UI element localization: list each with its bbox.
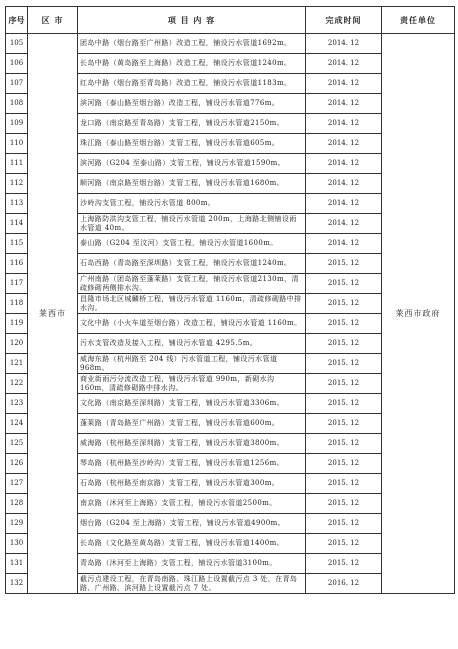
row-date: 2014. 12 — [306, 34, 382, 54]
row-seq: 110 — [6, 134, 28, 154]
row-content: 南京路（沐河至上海路）支管工程，铺设污水管道2500m。 — [78, 494, 306, 514]
row-date: 2015. 12 — [306, 314, 382, 334]
row-date: 2014. 12 — [306, 114, 382, 134]
row-content: 滨河路（泰山路至烟台路）改造工程，铺设污水管道776m。 — [78, 94, 306, 114]
row-seq: 130 — [6, 534, 28, 554]
row-date: 2015. 12 — [306, 474, 382, 494]
header-date: 完成时间 — [306, 7, 382, 34]
row-date: 2016. 12 — [306, 574, 382, 594]
row-date: 2015. 12 — [306, 374, 382, 394]
row-date: 2015. 12 — [306, 434, 382, 454]
row-date: 2014. 12 — [306, 194, 382, 214]
row-content: 沙岭沟支管工程，铺设污水管道 800m。 — [78, 194, 306, 214]
row-seq: 111 — [6, 154, 28, 174]
row-seq: 105 — [6, 34, 28, 54]
project-table — [5, 6, 455, 594]
row-date: 2014. 12 — [306, 234, 382, 254]
row-seq: 127 — [6, 474, 28, 494]
header-unit: 责任单位 — [382, 7, 455, 34]
row-date: 2015. 12 — [306, 534, 382, 554]
row-seq: 129 — [6, 514, 28, 534]
row-seq: 125 — [6, 434, 28, 454]
row-date: 2014. 12 — [306, 134, 382, 154]
header-seq: 序号 — [6, 7, 28, 34]
row-content: 威海路（杭州路至深圳路）支管工程，铺设污水管道3800m。 — [78, 434, 306, 454]
row-seq: 112 — [6, 174, 28, 194]
row-content: 石岛路（杭州路至南京路）支管工程，铺设污水管道300m。 — [78, 474, 306, 494]
header-region: 区 市 — [28, 7, 78, 34]
row-seq: 123 — [6, 394, 28, 414]
row-seq: 121 — [6, 354, 28, 374]
row-content: 蓬莱路（青岛路至广州路）支管工程，铺设污水管道600m。 — [78, 414, 306, 434]
row-content: 文化路（南京路至深圳路）支管工程，铺设污水管道3306m。 — [78, 394, 306, 414]
row-date: 2014. 12 — [306, 94, 382, 114]
row-date: 2015. 12 — [306, 354, 382, 374]
row-content: 昌隆市场北区城麟桥工程，铺设污水管道 1160m，清疏修砌路中排水沟。 — [78, 294, 306, 314]
row-content: 珠江路（泰山路至烟台路）支管工程，铺设污水管道605m。 — [78, 134, 306, 154]
row-seq: 114 — [6, 214, 28, 234]
row-content: 长岛路（文化路至黄岛路）支管工程，铺设污水管道1400m。 — [78, 534, 306, 554]
row-seq: 119 — [6, 314, 28, 334]
row-content: 泰山路（G204 至汶河）支管工程，铺设污水管道1600m。 — [78, 234, 306, 254]
row-content: 琴岛路（杭州路至沙岭沟）支管工程，铺设污水管道1256m。 — [78, 454, 306, 474]
row-seq: 128 — [6, 494, 28, 514]
row-seq: 120 — [6, 334, 28, 354]
row-date: 2015. 12 — [306, 274, 382, 294]
row-seq: 109 — [6, 114, 28, 134]
row-date: 2014. 12 — [306, 154, 382, 174]
row-content: 龙口路（南京路至青岛路）支管工程，铺设污水管道2150m。 — [78, 114, 306, 134]
table-body — [6, 34, 455, 594]
row-date: 2015. 12 — [306, 334, 382, 354]
row-content: 石岛西路（青岛路至深圳路）支管工程，铺设污水管道1240m。 — [78, 254, 306, 274]
row-content: 长岛中路（黄岛路至上海路）改造工程，铺设污水管道1240m。 — [78, 54, 306, 74]
row-content: 污水支管改造及接入工程，铺设污水管道 4295.5m。 — [78, 334, 306, 354]
row-content: 截污点建设工程，在青岛南路、珠江路上设置截污点 3 处，在青岛路、广州路、滨河路上设置截污点 7 处。 — [78, 574, 306, 594]
row-date: 2015. 12 — [306, 454, 382, 474]
row-seq: 131 — [6, 554, 28, 574]
row-content: 商业街雨污分流改造工程，铺设污水管道 990m，新砌水沟 160m，清疏修砌路中排水沟。 — [78, 374, 306, 394]
row-date: 2014. 12 — [306, 74, 382, 94]
row-content: 上海路防洪沟支管工程，铺设污水管道 200m，上海路北侧铺设雨水管道 40m。 — [78, 214, 306, 234]
row-content: 威海东路（杭州路至 204 线）污水管道工程，铺设污水管道 968m。 — [78, 354, 306, 374]
row-content: 滨河路（G204 至泰山路）支管工程，铺设污水管道1590m。 — [78, 154, 306, 174]
row-date: 2015. 12 — [306, 254, 382, 274]
row-date: 2015. 12 — [306, 394, 382, 414]
row-seq: 126 — [6, 454, 28, 474]
row-date: 2014. 12 — [306, 174, 382, 194]
row-date: 2015. 12 — [306, 414, 382, 434]
row-seq: 115 — [6, 234, 28, 254]
row-seq: 122 — [6, 374, 28, 394]
row-seq: 106 — [6, 54, 28, 74]
table-row — [6, 34, 455, 54]
row-date: 2014. 12 — [306, 54, 382, 74]
header-content: 项 目 内 容 — [78, 7, 306, 34]
row-date: 2015. 12 — [306, 514, 382, 534]
row-content: 团岛中路（烟台路至广州路）改造工程，铺设污水管道1692m。 — [78, 34, 306, 54]
row-seq: 108 — [6, 94, 28, 114]
row-content: 青岛路（沐河至上海路）支管工程，铺设污水管道3100m。 — [78, 554, 306, 574]
row-seq: 116 — [6, 254, 28, 274]
row-content: 文化中路（小火车道至烟台路）改造工程，铺设污水管道 1160m。 — [78, 314, 306, 334]
row-content: 红岛中路（烟台路至青岛路）改造工程，铺设污水管道1183m。 — [78, 74, 306, 94]
row-date: 2015. 12 — [306, 294, 382, 314]
row-content: 广州南路（团岛路至蓬莱路）支管工程，铺设污水管道2130m，清疏修砌两侧排水沟。 — [78, 274, 306, 294]
row-date: 2015. 12 — [306, 494, 382, 514]
region-cell: 莱西市 — [28, 34, 78, 594]
table-header-row — [6, 7, 455, 34]
row-date: 2015. 12 — [306, 554, 382, 574]
row-content: 顺河路（南京路至烟台路）支管工程，铺设污水管道1680m。 — [78, 174, 306, 194]
row-seq: 117 — [6, 274, 28, 294]
row-seq: 113 — [6, 194, 28, 214]
row-content: 烟台路（G204 至上海路）支管工程，铺设污水管道4900m。 — [78, 514, 306, 534]
row-seq: 107 — [6, 74, 28, 94]
row-seq: 132 — [6, 574, 28, 594]
row-seq: 124 — [6, 414, 28, 434]
row-seq: 118 — [6, 294, 28, 314]
unit-cell: 莱西市政府 — [382, 34, 455, 594]
row-date: 2014. 12 — [306, 214, 382, 234]
